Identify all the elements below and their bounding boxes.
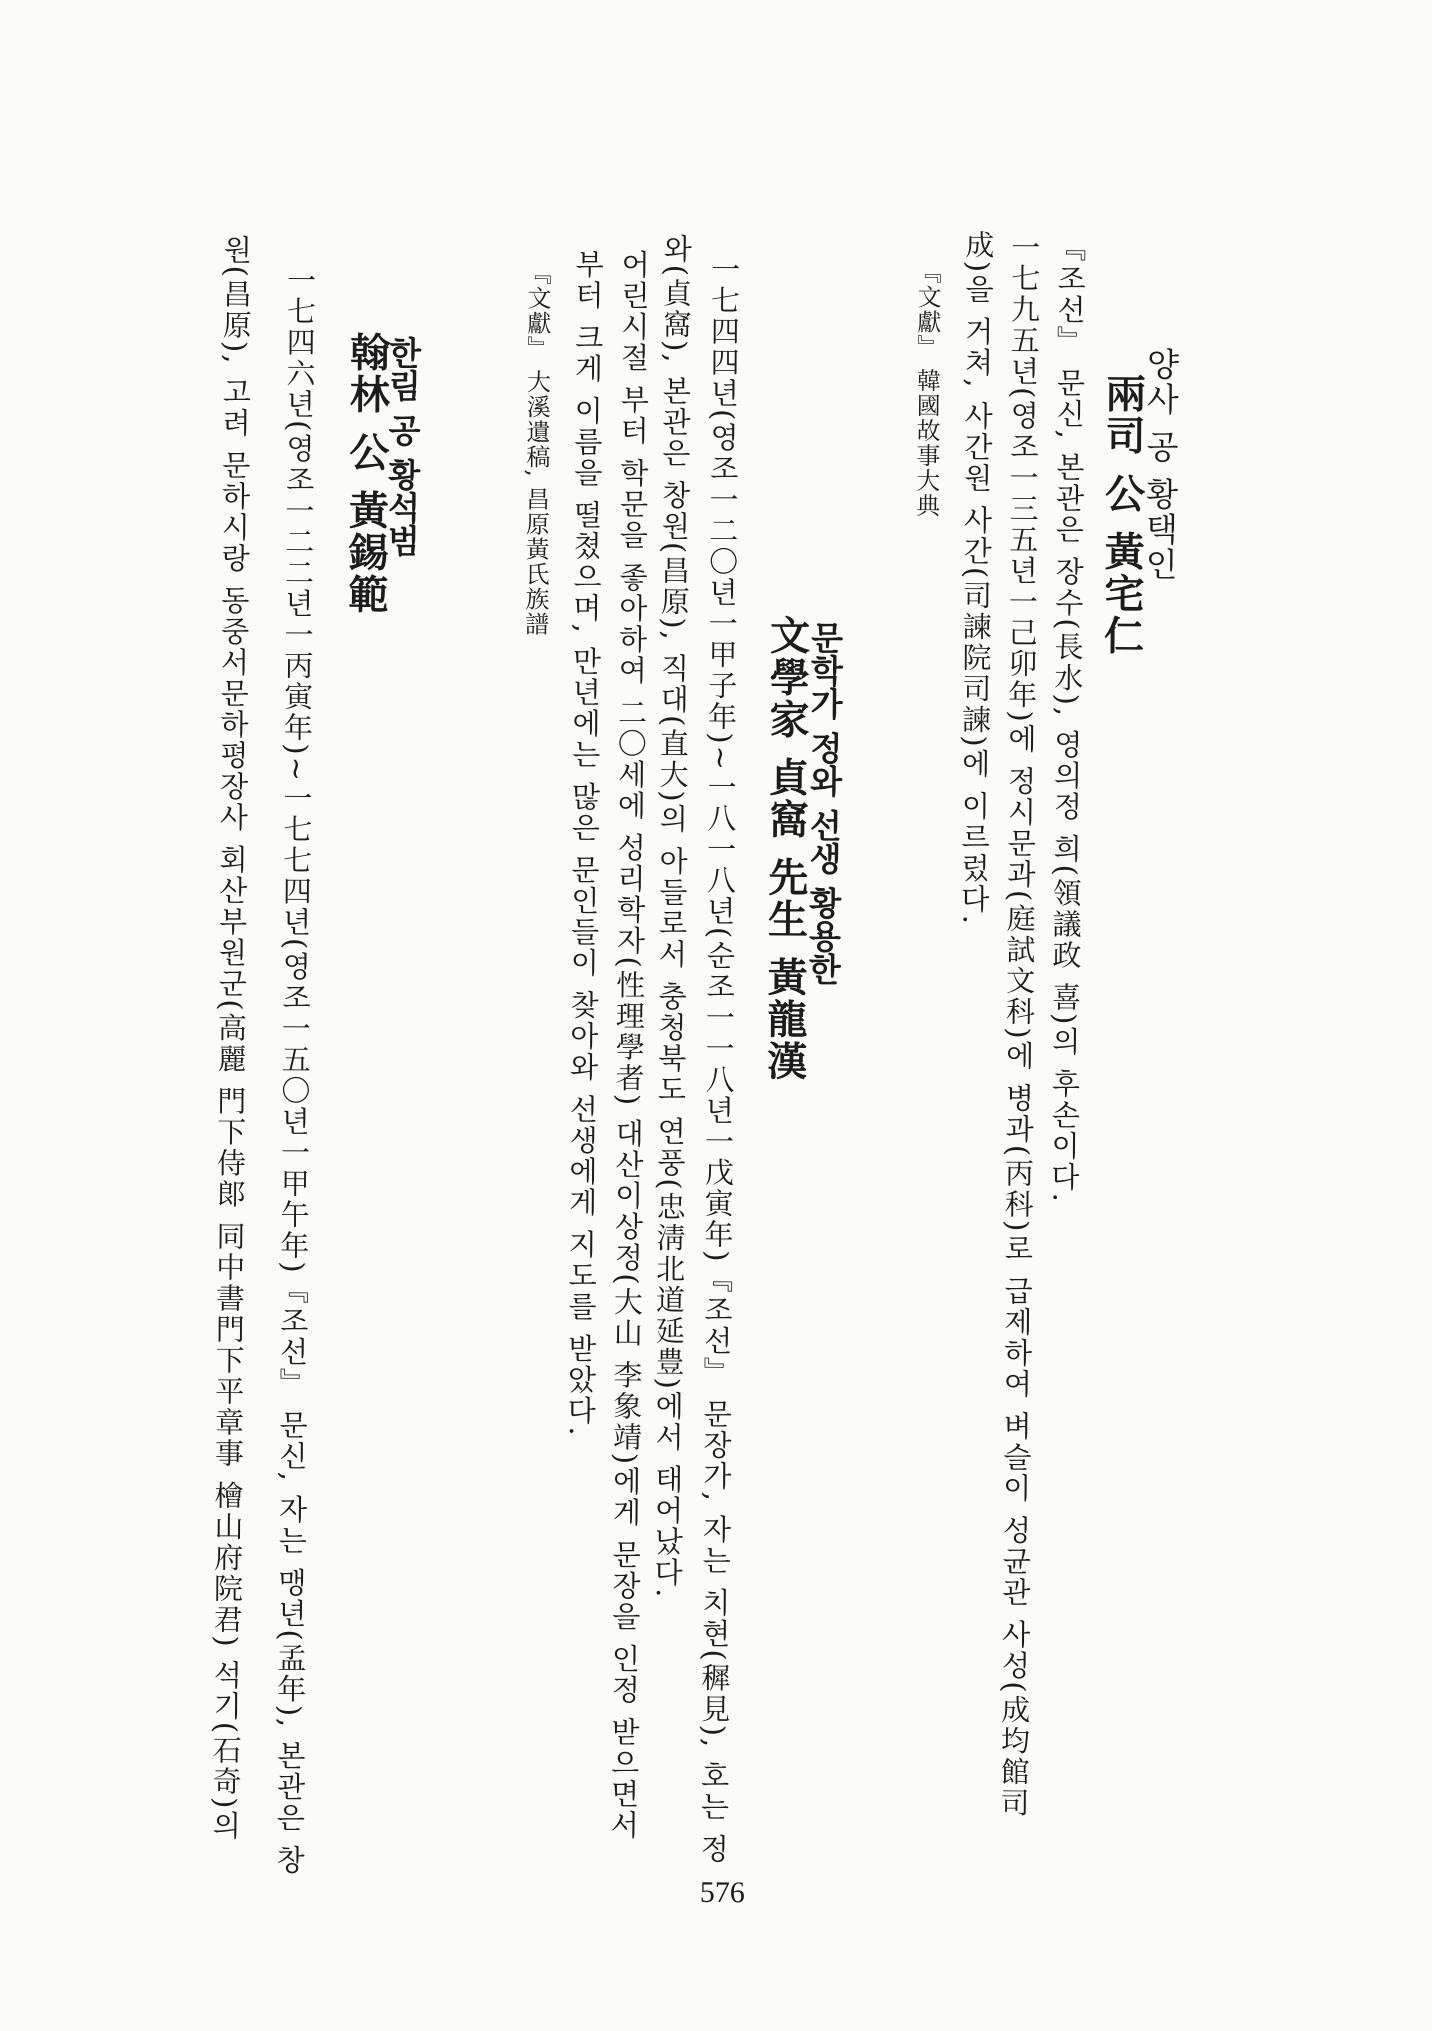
section-2-citation: 『文獻』 大溪遺稿, 昌原黃氏族譜 [520,260,552,637]
section-2-line-3: 어린시절 부터 학문을 좋아하여 二〇세에 성리학자(性理學者) 대산이상정(大山 李象靖)에게 문장을 인정 받으면서 [606,249,652,1841]
section-2-line-4: 부터 크게 이름을 떨쳤으며, 만년에는 많은 문인들이 찾아와 선생에게 지도를 받았다. [563,248,606,1438]
section-3-heading-hanja: 翰林 公 黃錫範 [341,331,391,616]
section-2-line-1: 一七四四년(영조一二〇년一甲子年)~一八一八년(순조一一八년一戊寅年)『조선』 문장가, 자는 치현(穉見), 호는 정 [696,253,742,1865]
section-3-line-1: 一七四六년(영조一二二년一丙寅年)~一七七四년(영조一五〇년一甲午年)『조선』 문신, 자는 맹년(孟年), 본관은 창 [271,264,318,1876]
page-number: 576 [699,1875,745,1910]
section-2-heading-hanja: 文學家 貞窩 先生 黃龍漢 [760,614,811,1083]
section-1-line-3: 成)을 거쳐, 사간원 사간(司諫院司諫)에 이르렀다. [956,229,996,927]
section-2-heading-korean: 문학가 정와 선생 황용한 [803,620,845,986]
section-3-heading-korean: 한림 공 황석범 [382,335,423,557]
section-1-heading-hanja: 兩司 公 黃宅仁 [1097,372,1147,657]
section-1-line-1: 『조선』 문신, 본관은 장수(長水), 영의정 희(領議政 喜)의 후손이다. [1046,232,1088,1205]
section-3-line-2: 원(昌原), 고려 문하시랑 동중서문하평장사 회산부원군(高麗 門下侍郞 同中書門下平章事 檜山府院君) 석기(石奇)의 [208,234,254,1842]
section-1-citation: 『文獻』 韓國故事大典 [911,259,942,519]
section-2-line-2: 와(貞窩), 본관은 창원(昌原), 직대(直大)의 아들로서 충청북도 연풍(忠淸北道延豊)에서 태어났다. [649,233,694,1600]
section-1-line-2: 一七九五년(영조一三五년一己卯年)에 정시문과(庭試文科)에 병과(丙科)로 급제하여 벼슬이 성균관 사성(成均館司 [996,232,1042,1819]
section-1-heading-korean: 양사 공 황택인 [1140,346,1181,583]
